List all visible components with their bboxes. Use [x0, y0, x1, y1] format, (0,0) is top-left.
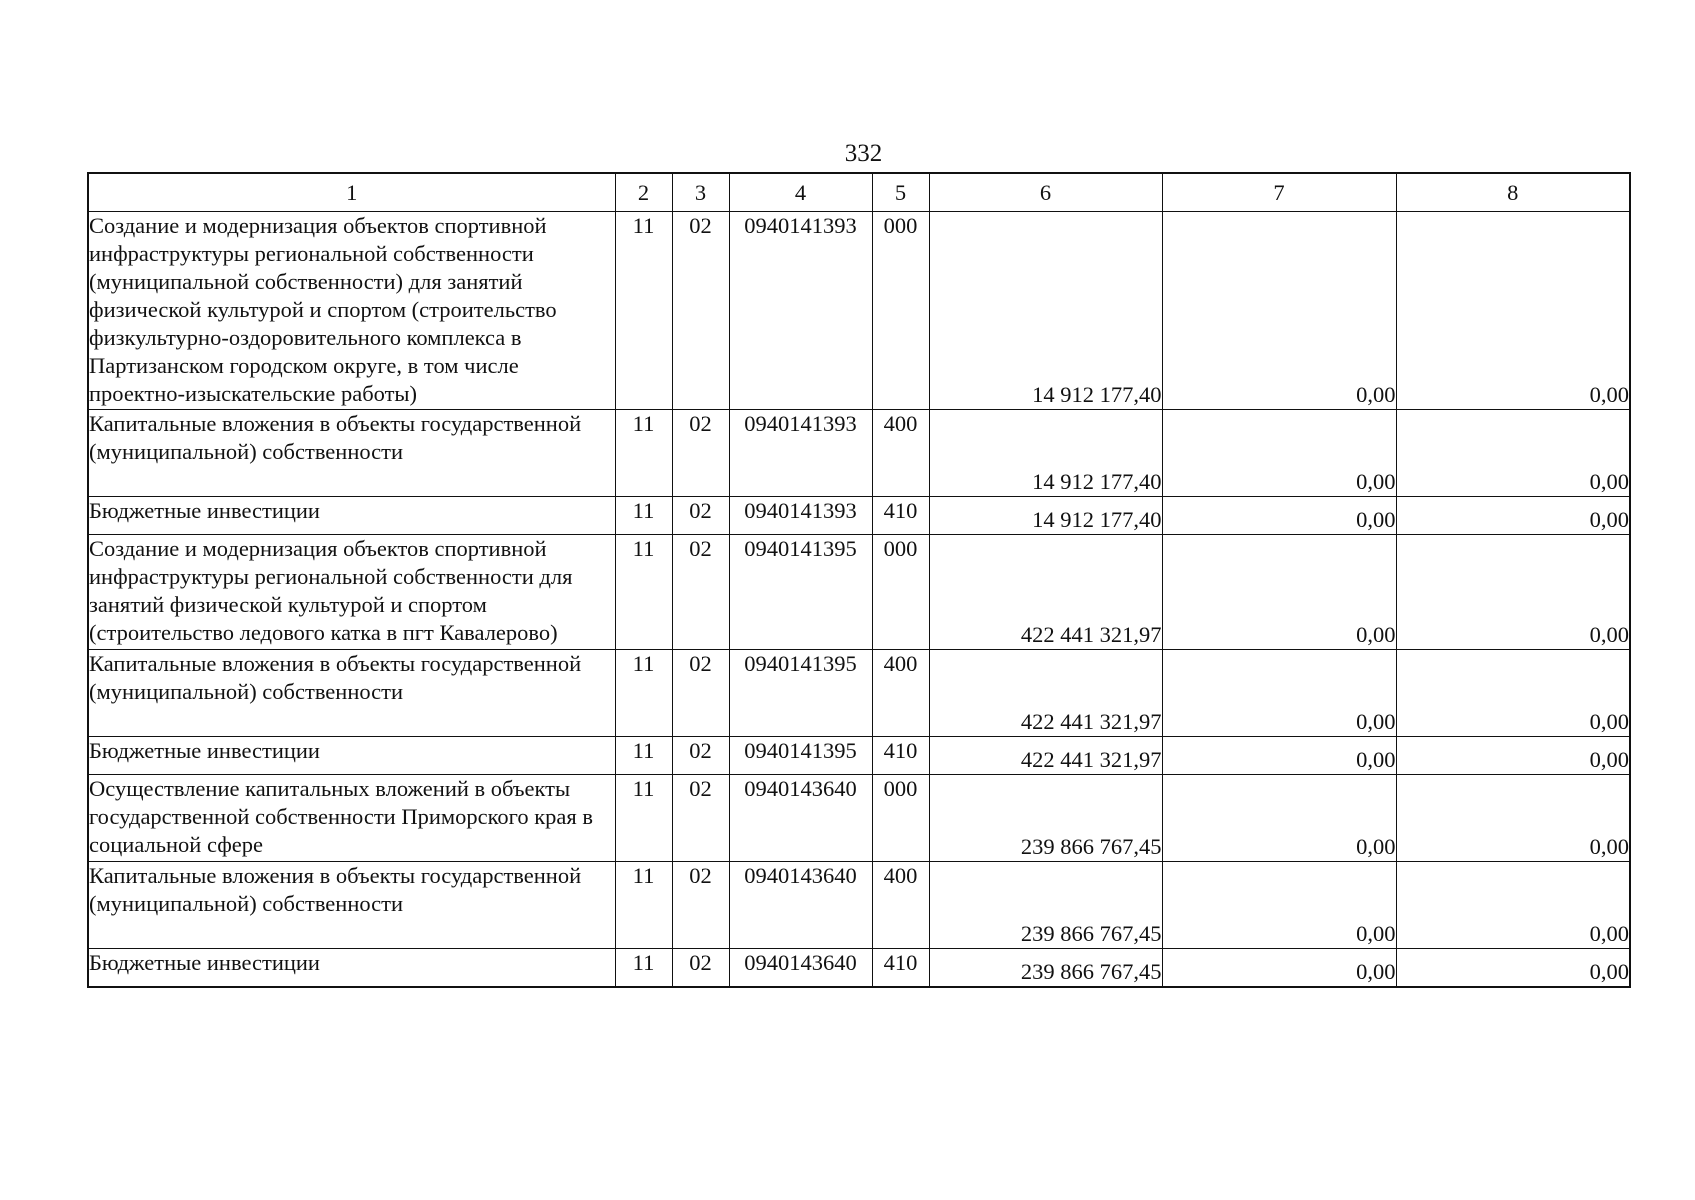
- expense-name: Капитальные вложения в объекты государственной (муниципальной) собственности: [88, 862, 615, 949]
- amount-col-6: 239 866 767,45: [929, 775, 1162, 862]
- expense-name: Капитальные вложения в объекты государственной (муниципальной) собственности: [88, 650, 615, 737]
- column-header: 7: [1162, 173, 1396, 212]
- amount-col-8: 0,00: [1396, 949, 1630, 987]
- expense-type-code: 410: [872, 497, 929, 535]
- amount-col-7: 0,00: [1162, 535, 1396, 650]
- amount-col-6: 422 441 321,97: [929, 650, 1162, 737]
- amount-col-6: 239 866 767,45: [929, 862, 1162, 949]
- section-code: 11: [615, 535, 672, 650]
- section-code: 11: [615, 650, 672, 737]
- expense-name: Осуществление капитальных вложений в объекты государственной собственности Приморского края в социальной сфере: [88, 775, 615, 862]
- amount-col-8: 0,00: [1396, 737, 1630, 775]
- column-header: 4: [729, 173, 872, 212]
- amount-col-7: 0,00: [1162, 650, 1396, 737]
- subsection-code: 02: [672, 410, 729, 497]
- expense-name: Создание и модернизация объектов спортивной инфраструктуры региональной собственности для занятий физической культурой и спортом (строительство ледового катка в пгт Кавалерово): [88, 535, 615, 650]
- amount-col-8: 0,00: [1396, 535, 1630, 650]
- amount-col-8: 0,00: [1396, 650, 1630, 737]
- expense-type-code: 000: [872, 212, 929, 410]
- section-code: 11: [615, 862, 672, 949]
- target-article-code: 0940143640: [729, 862, 872, 949]
- expense-name: Бюджетные инвестиции: [88, 737, 615, 775]
- table-row: [88, 737, 1630, 775]
- subsection-code: 02: [672, 775, 729, 862]
- subsection-code: 02: [672, 212, 729, 410]
- column-header: 5: [872, 173, 929, 212]
- expense-type-code: 000: [872, 535, 929, 650]
- subsection-code: 02: [672, 862, 729, 949]
- table-row: [88, 497, 1630, 535]
- expense-name: Создание и модернизация объектов спортивной инфраструктуры региональной собственности (муниципальной собственности) для занятий физической культурой и спортом (строительство физкультурно-оздоровительного комплекса в Партизанском городском округе, в том числе проектно-изыскательские работы): [88, 212, 615, 410]
- target-article-code: 0940143640: [729, 949, 872, 987]
- expense-name: Капитальные вложения в объекты государственной (муниципальной) собственности: [88, 410, 615, 497]
- amount-col-8: 0,00: [1396, 497, 1630, 535]
- expense-type-code: 000: [872, 775, 929, 862]
- section-code: 11: [615, 212, 672, 410]
- amount-col-7: 0,00: [1162, 775, 1396, 862]
- amount-col-6: 14 912 177,40: [929, 497, 1162, 535]
- column-header: 2: [615, 173, 672, 212]
- table-header-row: [88, 173, 1630, 212]
- subsection-code: 02: [672, 650, 729, 737]
- section-code: 11: [615, 410, 672, 497]
- amount-col-7: 0,00: [1162, 862, 1396, 949]
- subsection-code: 02: [672, 535, 729, 650]
- amount-col-6: 422 441 321,97: [929, 737, 1162, 775]
- amount-col-6: 422 441 321,97: [929, 535, 1162, 650]
- expense-name: Бюджетные инвестиции: [88, 949, 615, 987]
- amount-col-7: 0,00: [1162, 410, 1396, 497]
- column-header: 3: [672, 173, 729, 212]
- table-row: [88, 775, 1630, 862]
- column-header: 1: [88, 173, 615, 212]
- amount-col-7: 0,00: [1162, 212, 1396, 410]
- expense-name: Бюджетные инвестиции: [88, 497, 615, 535]
- table-row: [88, 535, 1630, 650]
- target-article-code: 0940141393: [729, 497, 872, 535]
- column-header: 8: [1396, 173, 1630, 212]
- section-code: 11: [615, 497, 672, 535]
- expense-type-code: 410: [872, 737, 929, 775]
- amount-col-7: 0,00: [1162, 497, 1396, 535]
- table-row: [88, 212, 1630, 410]
- target-article-code: 0940141393: [729, 212, 872, 410]
- amount-col-8: 0,00: [1396, 862, 1630, 949]
- subsection-code: 02: [672, 737, 729, 775]
- amount-col-6: 14 912 177,40: [929, 212, 1162, 410]
- amount-col-8: 0,00: [1396, 775, 1630, 862]
- budget-table: [87, 172, 1631, 988]
- section-code: 11: [615, 737, 672, 775]
- target-article-code: 0940141395: [729, 737, 872, 775]
- amount-col-6: 14 912 177,40: [929, 410, 1162, 497]
- amount-col-7: 0,00: [1162, 737, 1396, 775]
- table-row: [88, 650, 1630, 737]
- expense-type-code: 400: [872, 862, 929, 949]
- amount-col-7: 0,00: [1162, 949, 1396, 987]
- table-row: [88, 949, 1630, 987]
- section-code: 11: [615, 949, 672, 987]
- target-article-code: 0940143640: [729, 775, 872, 862]
- target-article-code: 0940141393: [729, 410, 872, 497]
- table-row: [88, 410, 1630, 497]
- target-article-code: 0940141395: [729, 535, 872, 650]
- amount-col-8: 0,00: [1396, 410, 1630, 497]
- column-header: 6: [929, 173, 1162, 212]
- page-number: 332: [844, 140, 883, 167]
- section-code: 11: [615, 775, 672, 862]
- expense-type-code: 410: [872, 949, 929, 987]
- subsection-code: 02: [672, 949, 729, 987]
- amount-col-6: 239 866 767,45: [929, 949, 1162, 987]
- subsection-code: 02: [672, 497, 729, 535]
- table-row: [88, 862, 1630, 949]
- expense-type-code: 400: [872, 650, 929, 737]
- expense-type-code: 400: [872, 410, 929, 497]
- target-article-code: 0940141395: [729, 650, 872, 737]
- amount-col-8: 0,00: [1396, 212, 1630, 410]
